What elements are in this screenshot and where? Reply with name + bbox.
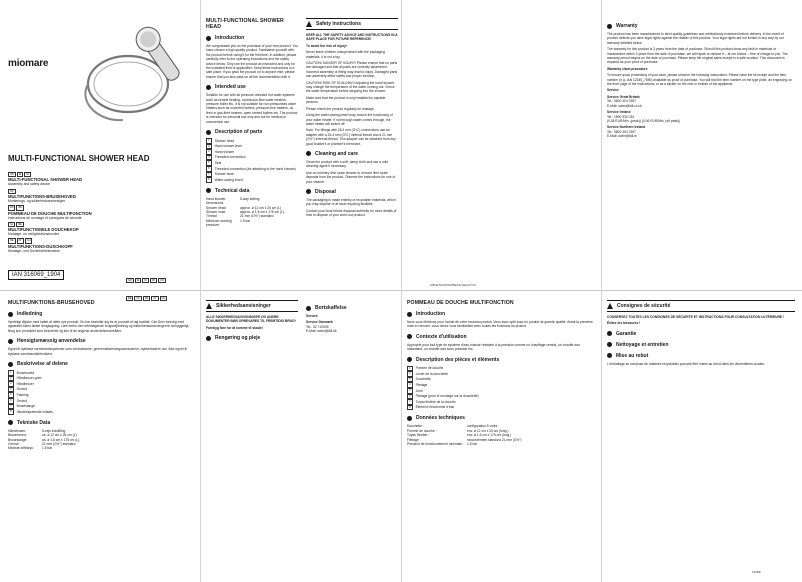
section-bullet-icon (8, 362, 13, 367)
warranty-heading (607, 23, 795, 29)
section-title: Consignes de sécurité (617, 303, 671, 309)
fold-line-4 (200, 290, 201, 582)
flag-at: AT (18, 239, 22, 243)
fr-parts-list (407, 366, 595, 411)
warranty-page (607, 18, 795, 286)
fold-line-1 (200, 0, 201, 290)
list-item: 7 Tuyau flexible de la douche (407, 399, 595, 405)
dk-safety-heading (206, 300, 298, 312)
list-item: CAUTION! DANGER OF INJURY! Please ensure that no parts are damaged and that all parts are correctly assembled. Incorrect assembly or fitting may lead to injury. Damaged parts can adversely affect safety and proper function. (306, 61, 398, 79)
section-title: Disposal (315, 188, 336, 195)
fr-use-text: Approprié pour tout type de système d'eau chaude résistant à la pression comme un chauffage central, un chauffe-eau instantané, un chauffe-eau sous pression etc. (407, 342, 580, 352)
section-bullet-icon (206, 85, 211, 90)
section-bullet-icon (607, 331, 612, 336)
product-illustration (68, 22, 188, 142)
table-row: Pomme de douche : env. ø 12 cm x 25 cm (long.) (407, 428, 509, 433)
code-de: DE (144, 297, 149, 300)
list-item: 4 Filetage (407, 382, 595, 388)
fr-intro-text: Nous vous félicitons pour l'achat de votre nouveau produit. Vous avez opté pour un produit de grande qualité. Avant la première mise en service, vous devez vous familiariser avec toutes les fonctions du produit. (407, 320, 593, 329)
lang-title: MULTI-FUNCTIONAL SHOWER HEAD (8, 177, 83, 183)
section-title: Hensigtsmæssig anvendelse (17, 338, 86, 345)
fr-disposal-heading (607, 353, 795, 359)
section-bullet-icon (407, 334, 412, 339)
warranty-text: The product has been manufactured to strict quality guidelines and meticulously examined before delivery. In the event of product defects you have legal rights against the retailer of this product. Your legal rights are not limited in any way by our warranty detailed below. (607, 32, 784, 45)
section-title: Mise au rebut (616, 352, 649, 359)
section-title: Warranty (616, 23, 638, 29)
ian-number: IAN 316069_1904 (8, 270, 64, 280)
lang-title: POMMEAU DE DOUCHE MULTIFONCTION (8, 210, 92, 216)
footer-codes-bottom: FR/BE (752, 570, 761, 574)
en-use-heading (206, 84, 298, 90)
disposal-text: The packaging is made entirely of recyclable materials, which you may dispose of at local recycling facilities. (306, 197, 396, 207)
disposal-contact: Contact your local refuse disposal authority for more details of how to dispose of your worn-out product. (306, 208, 397, 218)
lang-subtitle: Instructions de montage et consignes de sécurité (8, 215, 82, 220)
section-bullet-icon (607, 342, 612, 347)
service-tel: Tel.: 1890 930 034 (607, 114, 635, 119)
safety-note: Note: For fittings with 26.4 mm (G¾") connections use an adapter with a 26.4 mm (G¾") internal thread and a 21 mm (G½") external thread. This adapter can be obtained from any good builder's or plumber's merchant. (306, 128, 396, 146)
lang-title: MULTIFUNKTIONS-DUSCHKOPF (8, 243, 73, 249)
list-item: 1 Brusehoved (8, 370, 194, 376)
section-bullet-icon (407, 357, 412, 362)
warranty-text: To ensure quick processing of your case, please observe the following instructions: Please have the till receipt and the item number (e.g. IAN 12345_7890) available as proof of purchase. You will find the item number on the type plate, an engraving on the front page of the instructions, or as a sticker on the rear or bottom of the appliance. (607, 73, 792, 87)
list-item: 2 Håndbruser-greb (8, 376, 194, 382)
list-item: 4 Gevind (8, 387, 194, 393)
warning-icon (206, 303, 212, 309)
section-bullet-icon (306, 151, 311, 156)
dk-use-text: Egnet til trykfaste varmtvandssystemer som centralvarme, gennemstrømningsvandvarmer, trykbeholdere osv. Ikke egnet til trykløse varmtvandsbeholdere. (8, 347, 187, 356)
service-name: Service Great Britain (607, 94, 640, 99)
dk-intro-text: Hjerteligt tillykke med købet af dette nye produkt. Du har besluttet dig for et produkt af høj kvalitet. Gør Dem fortrolig med apparatet inden første ibrugtagning. Læs derfor den efterfølgende brugsvejledning og sikkerhedsanvisningerne omhyggeligt. Brug kun produktet som beskrevet og kun til de angivne anvendelsesområder. (8, 320, 190, 333)
care-heading (306, 151, 398, 157)
list-item: 3 Douchette (407, 377, 595, 383)
list-item: Make sure that the product is only installed by capable persons. (306, 95, 386, 105)
service-entry (607, 110, 795, 123)
dk-tech-table (8, 429, 194, 451)
table-row: Tuyau flexible : env. ø 1,6 cm x 175 cm (long.) (407, 433, 512, 438)
section-title: Beskrivelse af delene (17, 361, 68, 368)
dk-safety-page (206, 300, 298, 576)
lang-subtitle: Montage- en veiligheidsinstructies (8, 232, 60, 237)
en-title: MULTI-FUNCTIONAL SHOWER HEAD (206, 18, 284, 30)
code-ch: CH (161, 297, 166, 300)
table-row: Dimensions (206, 201, 224, 206)
code-ie: IE (136, 279, 140, 282)
flag-be: BE (18, 222, 22, 226)
flag-dk: DK (10, 189, 14, 193)
code-at: AT (153, 297, 157, 300)
care-text: Clean the product with a soft, damp cloth and use a mild cleaning agent if necessary. (306, 159, 389, 169)
section-bullet-icon (8, 312, 13, 317)
list-item: 5 Seal (206, 160, 298, 166)
dk-service-mail[interactable]: E-Mail: owim@lidl.dk (306, 329, 337, 334)
page-code-grid (126, 268, 194, 304)
list-item: 1 Pomme de douche (407, 366, 595, 372)
dk-care-heading (206, 335, 298, 341)
section-bullet-icon (206, 36, 211, 41)
list-item: 2 Levier de la douchette (407, 371, 595, 377)
safety-page (306, 18, 398, 286)
code-dk: DK (151, 279, 156, 282)
fr-title: POMMEAU DE DOUCHE MULTIFONCTION (407, 300, 514, 306)
lang-block (8, 172, 194, 187)
table-row: Bruseslange: ca. ø 1,6 cm x 175 cm (L) (8, 437, 80, 442)
safety-keep-notice: KEEP ALL THE SAFETY ADVICE AND INSTRUCTIONS IN A SAFE PLACE FOR FUTURE REFERENCE! (306, 33, 398, 42)
fr-safety-page (607, 300, 795, 576)
brand-logo: miomare (8, 58, 49, 69)
section-bullet-icon (306, 189, 311, 194)
section-bullet-icon (206, 130, 211, 135)
table-row: Hand shower: 5-way setting (206, 196, 260, 201)
service-tel: Tel.: 0800 404 7657 (607, 129, 636, 134)
section-title: Cleaning and care (315, 150, 359, 157)
dk-use-heading (8, 338, 194, 344)
flag-ch: CH (26, 239, 31, 243)
section-bullet-icon (8, 339, 13, 344)
flag-fr: FR (10, 206, 14, 210)
list-item: 7 Bruseslange (8, 404, 194, 410)
table-row: Filetage : raccordement standard 21 mm (G½") (407, 437, 522, 442)
list-item: 5 Joint (407, 388, 595, 394)
dk-risk-heading: Forebyg fare for at komme til skade! (206, 325, 263, 330)
dk-service-name: Service Danmark (306, 320, 333, 325)
footer-codes-top: GB/IE/NI/DK/FR/BE/NL/DE/AT/CH (430, 283, 476, 287)
list-item: 3 Hand shower (206, 149, 298, 155)
flag-gb: GB (10, 173, 14, 176)
code-be: BE (128, 297, 132, 300)
dk-intro-heading (8, 311, 194, 317)
en-use-text: Suitable for use with all pressure-resistant hot water systems such as central heating, continuous-flow water heaters, pressure boiler etc. It is not suitable for non-pressurised water heaters such as unvented boilers, pressure-free heaters, oil-fired or gas-fired heaters, open-vented boilers etc. The product is intended for personal use only and not for medical or commercial use. (206, 93, 298, 124)
list-item: 7 Shower hose (206, 172, 298, 178)
section-title: Rengøring og pleje (215, 335, 261, 342)
dk-disposal-page (306, 300, 398, 576)
list-item: 6 Gevind (8, 398, 194, 404)
fr-tech-table (407, 424, 595, 446)
fr-care-heading (607, 342, 795, 348)
section-bullet-icon (206, 336, 211, 341)
section-title: Contexte d'utilisation (416, 333, 467, 340)
cover-product-title: MULTI-FUNCTIONAL SHOWER HEAD (8, 154, 150, 163)
list-item: 6 Filetage (pour le montage sur la douchette) (407, 394, 595, 400)
table-row: Pression de fonctionnement minimale : 1,5 bar (407, 442, 478, 446)
list-item: 1 Shower head (206, 138, 298, 144)
dk-disposal-heading (306, 305, 398, 311)
dk-tech-heading (8, 420, 194, 426)
en-tech-table (206, 197, 298, 228)
list-item: 8 Élément d'économie d'eau (407, 405, 595, 411)
en-parts-list (206, 138, 298, 183)
lang-subtitle: Montage- und Sicherheitshinweise (8, 248, 60, 253)
list-item: 5 Pakning (8, 392, 194, 398)
code-fr: FR (160, 279, 164, 282)
section-title: Description of parts (215, 129, 263, 136)
cover-panel (8, 6, 194, 300)
lang-subtitle: Assembly and safety advice (8, 182, 51, 187)
fr-disposal-text: L'emballage se compose de matières recyclables pouvant être mises au rebut dans les déchetteries locales. (607, 361, 765, 366)
dk-keep-notice: ALLE SIKKERHEDSANVISNINGER OG ANDRE DOKUMENTER BØR OPBEVARES TIL FREMTIDIG BRUG! (206, 315, 296, 324)
en-page (206, 18, 298, 286)
service-mail: (0,08 EUR/Min. (peak)) (0,06 EUR/Min. (off peak)) (607, 118, 681, 123)
safety-list (306, 50, 398, 126)
fr-tech-heading (407, 415, 595, 421)
dk-parts-list (8, 370, 194, 415)
section-title: Technical data (215, 187, 250, 194)
service-mail[interactable]: E-Mail: owim@lidl.ie (607, 134, 637, 139)
flag-ni: NI (26, 173, 29, 176)
section-bullet-icon (607, 353, 612, 358)
dk-parts-heading (8, 361, 194, 367)
service-entry (607, 95, 795, 108)
section-title: Données techniques (416, 415, 465, 422)
fold-line-2 (401, 0, 402, 582)
fr-page (407, 300, 595, 576)
lang-block (8, 238, 194, 253)
fr-safety-heading (607, 300, 795, 312)
section-bullet-icon (8, 420, 13, 425)
section-title: Indledning (17, 311, 43, 317)
fr-parts-heading (407, 357, 595, 363)
table-row: Håndbruser: 5-vejs indstilling (8, 428, 66, 433)
safety-risk-heading: To avoid the risk of injury! (306, 43, 347, 48)
section-title: Nettoyage et entretien (616, 341, 669, 348)
warning-icon (306, 21, 312, 27)
service-name: Service Northern Ireland (607, 125, 646, 130)
dk-service-tel: Tel.: 32 710005 (306, 324, 329, 329)
table-row: Gevind: 21 mm (G½") standard (8, 442, 76, 446)
cover-language-list (8, 172, 194, 253)
fr-use-heading (407, 334, 595, 340)
list-item: 2 Hand shower lever (206, 144, 298, 150)
code-ni: NI (144, 279, 147, 282)
table-row: Shower hose: approx. ø 1.6 cm x 175 cm (L) (206, 210, 284, 215)
warranty-claim-heading: Warranty claim procedure (607, 66, 648, 71)
fr-keep-notice: CONSERVEZ TOUTES LES CONSIGNES DE SÉCURITÉ ET INSTRUCTIONS POUR CONSULTATION ULTÉRIEURE ! (607, 315, 785, 319)
list-item: 3 Håndbruser (8, 381, 194, 387)
fr-warranty-heading (607, 331, 795, 337)
dk-page (8, 300, 194, 576)
list-item: 8 Water-saving insert (206, 177, 298, 183)
en-parts-heading (206, 129, 298, 135)
fr-intro-heading (407, 311, 595, 317)
en-intro-text: We congratulate you on the purchase of your new product. You have chosen a high quality product. Familiarise yourself with the product before using it for the first time. In addition, please carefully refer to the operating instructions and the safety advice below. Only use the product as instructed and only for the indicated field of application. Keep these instructions in a safe place. If you pass the product on to anyone else, please ensure that you also pass on all the documentation with it. (206, 44, 298, 79)
dk-title: MULTIFUNKTIONS-BRUSEHOVED (8, 300, 95, 306)
table-row: Minimum working pressure: 1.5 bar (206, 218, 251, 228)
service-name: Service Ireland (607, 110, 631, 115)
section-title: Intended use (215, 84, 246, 91)
flag-ie: IE (18, 173, 22, 176)
lang-block (8, 222, 194, 237)
lang-title: MULTIFUNCTIONELE DOUCHEKOP (8, 227, 79, 233)
service-entry (607, 125, 795, 138)
section-title: Garantie (616, 330, 637, 337)
dk-service-heading: Service (306, 314, 318, 318)
table-row: Thread: 21 mm (G½") standard (206, 214, 274, 219)
lang-block (8, 205, 194, 220)
section-title: Safety instructions (316, 21, 362, 27)
lang-subtitle: Monterings- og sikkerhedsanvisninger (8, 199, 66, 204)
section-bullet-icon (607, 24, 612, 29)
section-title: Sikkerhedsanvisninger (216, 303, 271, 309)
section-bullet-icon (306, 306, 311, 311)
flag-de: DE (10, 239, 14, 243)
section-title: Introduction (215, 35, 245, 41)
en-tech-heading (206, 188, 298, 194)
list-item: 6 Threaded connection (for attaching to the hand shower) (206, 166, 298, 172)
list-item: 8 Vandbesparende indsats (8, 409, 194, 415)
flag-nl: NL (10, 222, 14, 226)
en-intro-heading (206, 35, 298, 41)
care-text: Use an ordinary lime scale cleaner to remove lime scale deposits from the product. Observe the instructions for use of your cleaner. (306, 170, 396, 184)
disposal-heading (306, 189, 398, 195)
section-title: Description des pièces et éléments (416, 356, 500, 363)
service-tel: Tel.: 0800 404 7657 (607, 99, 636, 104)
list-item: 4 Threaded connection (206, 155, 298, 161)
section-title: Tekniske Data (17, 419, 51, 426)
table-row: Douchette : configuration 5 voies (407, 424, 498, 429)
list-item: CAUTION! RISK OF SCALDING! Adjusting the hand shower may change the temperature of the water coming out. Check the water temperature before stepping into the shower. (306, 80, 395, 94)
section-title: Bortskaffelse (315, 305, 347, 311)
list-item: Please check the product regularly for leakage. (306, 106, 375, 111)
code-nl: NL (136, 297, 140, 300)
section-bullet-icon (206, 188, 211, 193)
flag-be: BE (18, 206, 22, 210)
lang-title: MULTIFUNKTIONS-BRUSEHOVED (8, 194, 76, 200)
list-item: Using the water-saving insert may reduce the functioning of your water heater. If not enough water comes through, the water heater will switch off. (306, 113, 393, 126)
fold-line-3 (601, 0, 602, 582)
fr-risk-heading: Évitez les blessures ! (607, 321, 641, 326)
table-row: Shower head: approx. ø 12 cm x 25 cm (L) (206, 205, 282, 210)
list-item: Never leave children unsupervised with the packaging materials. It is not a toy. (306, 50, 385, 59)
section-bullet-icon (407, 416, 412, 421)
code-gb: GB (128, 279, 132, 282)
safety-heading (306, 18, 398, 30)
table-row: Brusehoved: ca. ø 12 cm x 25 cm (L) (8, 433, 77, 438)
section-bullet-icon (407, 312, 412, 317)
section-title: Introduction (416, 311, 446, 317)
lang-block (8, 189, 194, 204)
table-row: Mindste driftstryk: 1,5 bar (8, 446, 53, 451)
service-mail[interactable]: E-Mail: owim@lidl.co.uk (607, 103, 643, 108)
service-list (607, 95, 795, 139)
service-heading: Service (607, 88, 619, 93)
warranty-text: The warranty for this product is 3 years from the date of purchase. Should this product show any fault in materials or manufacture within 3 years from the date of purchase, we will repair or replace it – at our choice – free of charge to you. The warranty period begins on the date of purchase. Please keep the original sales receipt in a safe location. This document is required as your proof of purchase. (607, 47, 788, 65)
warning-icon (607, 303, 613, 309)
